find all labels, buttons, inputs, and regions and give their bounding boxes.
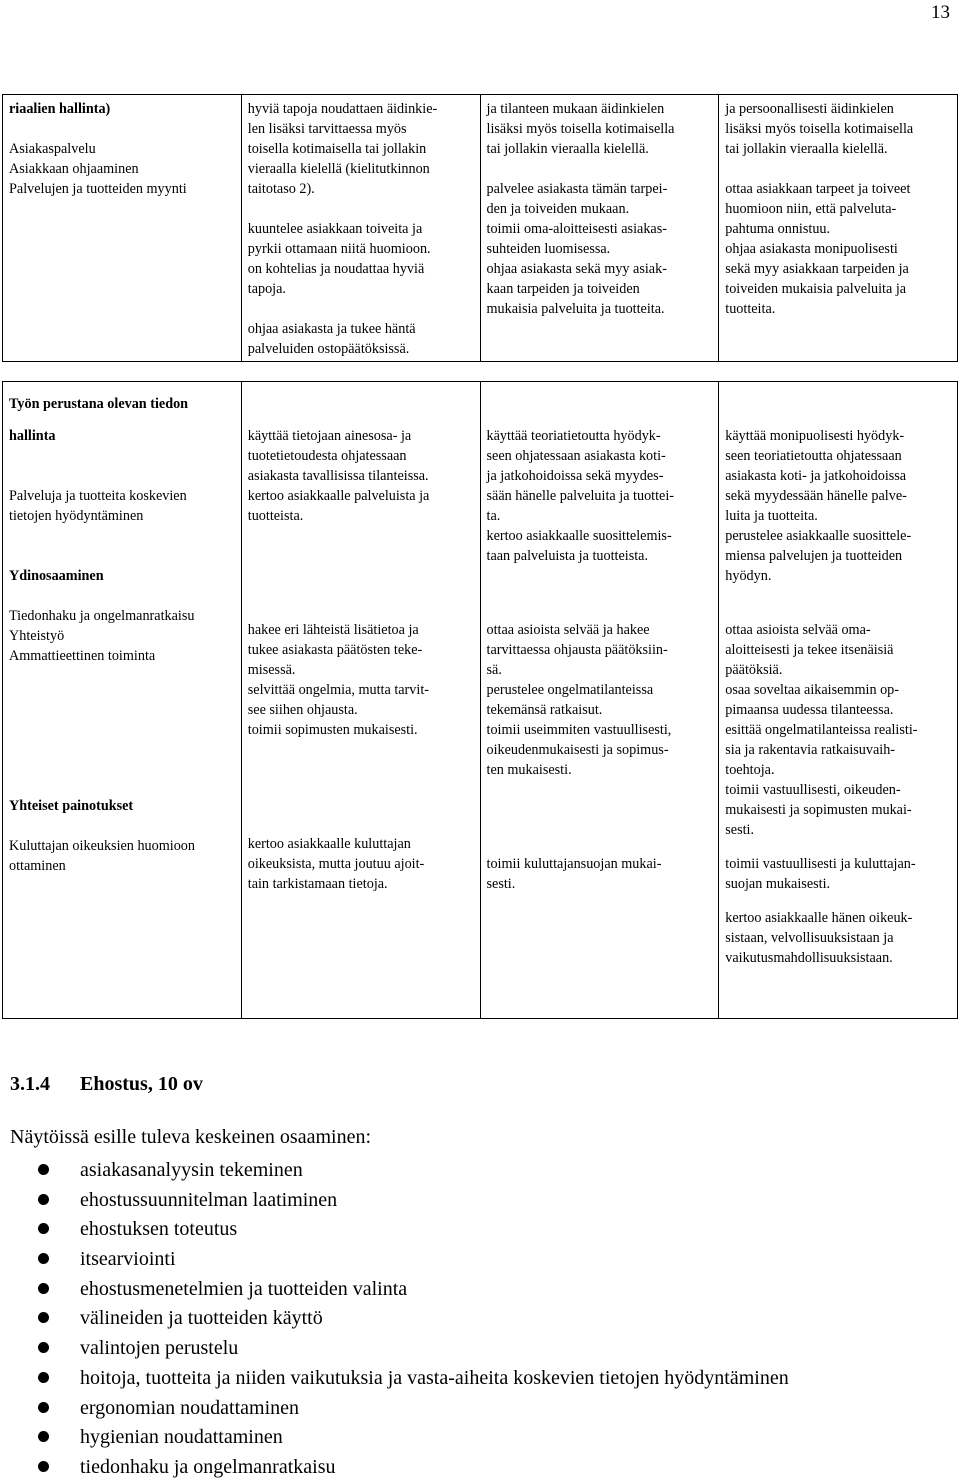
bullet-icon	[38, 1312, 49, 1323]
list-item	[0, 1216, 789, 1246]
spacer	[9, 526, 235, 566]
spacer	[9, 586, 235, 606]
spacer	[248, 299, 474, 319]
list-item: Tiedonhaku ja ongelmanratkaisu	[9, 608, 195, 624]
spacer	[487, 780, 713, 854]
text-line: ja jatkohoidoissa sekä myydes-	[486, 468, 664, 484]
section-heading	[10, 1073, 203, 1096]
text-line: pimaansa uudessa tilanteessa.	[725, 702, 894, 718]
text-line: kertoo asiakkaalle hänen oikeuk-	[725, 910, 913, 926]
list-item: Ammattieettinen toiminta	[9, 648, 156, 664]
text-line: taan palveluista ja tuotteista.	[486, 548, 649, 564]
spacer	[725, 159, 951, 179]
text-line: tai jollakin vieraalla kielellä.	[725, 141, 888, 157]
spacer	[248, 740, 474, 834]
text-line: toisella kotimaisella tai jollakin	[247, 141, 427, 157]
bullet-icon	[38, 1194, 49, 1205]
text-line: huomioon niin, että palveluta-	[725, 201, 897, 217]
criteria-table-bottom	[2, 381, 958, 1019]
list-item	[0, 1335, 789, 1365]
cell-title: riaalien hallinta)	[9, 101, 111, 117]
text-line: sesti.	[486, 876, 516, 892]
text-line: osaa soveltaa aikaisemmin op-	[725, 682, 899, 698]
text-line: asiakasta koti- ja jatkohoidoissa	[725, 468, 907, 484]
list-item: ottaminen	[9, 858, 66, 874]
text-line: aloitteisesti ja tekee itsenäisiä	[725, 642, 894, 658]
text-line: kertoo asiakkaalle kuluttajan	[247, 836, 411, 852]
list-item	[0, 1187, 789, 1217]
table-row	[3, 95, 958, 362]
table-cell	[719, 95, 958, 362]
text-line: on kohtelias ja noudattaa hyviä	[247, 261, 425, 277]
text-line: seen ohjatessaan asiakasta koti-	[486, 448, 666, 464]
cell-heading: Ydinosaaminen	[9, 568, 104, 584]
text-line: kertoo asiakkaalle palveluista ja	[247, 488, 430, 504]
text-line: len lisäksi tarvittaessa myös	[247, 121, 407, 137]
text-line: ta.	[486, 508, 501, 524]
text-line: misessä.	[247, 662, 296, 678]
text-line: toimii useimmiten vastuullisesti,	[486, 722, 672, 738]
list-item-label: ehostuksen toteutus	[80, 1218, 238, 1241]
list-item-label: asiakasanalyysin tekeminen	[80, 1159, 303, 1181]
list-item-label: hygienian noudattaminen	[80, 1426, 283, 1449]
cell-heading: hallinta	[9, 428, 56, 444]
text-line: käyttää tietojaan ainesosa- ja	[247, 428, 412, 444]
text-line: ja persoonallisesti äidinkielen	[725, 101, 894, 117]
spacer	[9, 446, 235, 486]
table-cell	[241, 382, 480, 1019]
table-cell	[719, 382, 958, 1019]
bullet-icon	[38, 1223, 49, 1234]
spacer	[725, 586, 951, 620]
list-item: Palveluja ja tuotteita koskevien	[9, 488, 187, 504]
text-line: asiakasta tavallisissa tilanteissa.	[247, 468, 429, 484]
text-line: toimii vastuullisesti ja kuluttajan-	[725, 856, 916, 872]
list-item	[0, 1395, 789, 1425]
text-line: suojan mukaisesti.	[725, 876, 831, 892]
text-line: taitotaso 2).	[247, 181, 315, 197]
criteria-table-top	[2, 94, 958, 362]
list-item: Kuluttajan oikeuksien huomioon	[9, 838, 195, 854]
text-line: luita ja tuotteita.	[725, 508, 818, 524]
page-number: 13	[931, 2, 950, 23]
text-line: den ja toiveiden mukaan.	[486, 201, 630, 217]
section-title: Ehostus, 10 ov	[80, 1073, 203, 1095]
text-line: hakee eri lähteistä lisätietoa ja	[247, 622, 419, 638]
text-line: toiveiden mukaisia palveluita ja	[725, 281, 907, 297]
text-line: oikeudenmukaisesti ja sopimus-	[486, 742, 669, 758]
spacer	[725, 840, 951, 854]
text-line: pyrkii ottamaan niitä huomioon.	[247, 241, 431, 257]
text-line: sä.	[486, 662, 502, 678]
text-line: palveluiden ostopäätöksissä.	[247, 341, 410, 357]
text-line: kuuntelee asiakkaan toiveita ja	[247, 221, 423, 237]
text-line: tuotteista.	[247, 508, 304, 524]
text-line: sään hänelle palveluita ja tuottei-	[486, 488, 675, 504]
text-line: vaikutusmahdollisuuksistaan.	[725, 950, 893, 966]
table-cell	[3, 382, 242, 1019]
text-line: ottaa asiakkaan tarpeet ja toiveet	[725, 181, 911, 197]
text-line: vieraalla kielellä (kielitutkinnon	[247, 161, 430, 177]
table-row	[3, 382, 958, 1019]
text-line: seen teoriatietoutta ohjatessaan	[725, 448, 902, 464]
list-item	[0, 1305, 789, 1335]
list-item	[0, 1276, 789, 1306]
list-item	[0, 1157, 789, 1187]
text-line: selvittää ongelmia, mutta tarvit-	[247, 682, 429, 698]
list-item	[0, 1365, 789, 1395]
list-item-label: ergonomian noudattaminen	[80, 1396, 300, 1419]
section-lead: Näytöissä esille tuleva keskeinen osaaminen:	[10, 1126, 372, 1148]
text-line: tain tarkistamaan tietoja.	[247, 876, 388, 892]
text-line: lisäksi myös toisella kotimaisella	[486, 121, 675, 137]
text-line: kaan tarpeiden ja toiveiden	[486, 281, 640, 297]
text-line: perustelee ongelmatilanteissa	[486, 682, 654, 698]
text-line: sistaan, velvollisuuksistaan ja	[725, 930, 894, 946]
spacer	[487, 159, 713, 179]
text-line: tekemänsä ratkaisut.	[486, 702, 603, 718]
text-line: toehtoja.	[725, 762, 775, 778]
list-item	[0, 1454, 789, 1484]
spacer	[9, 666, 235, 796]
list-item-label: valintojen perustelu	[80, 1337, 239, 1360]
list-item-label: ehostusmenetelmien ja tuotteiden valinta	[80, 1277, 408, 1300]
text-line: ottaa asioista selvää oma-	[725, 622, 871, 638]
list-item	[0, 1424, 789, 1454]
text-line: käyttää monipuolisesti hyödyk-	[725, 428, 905, 444]
bullet-icon	[38, 1431, 49, 1442]
text-line: tukee asiakasta päätösten teke-	[247, 642, 423, 658]
text-line: hyödyn.	[725, 568, 772, 584]
list-item: Asiakaspalvelu	[9, 141, 96, 157]
text-line: tarvittaessa ohjausta päätöksiin-	[486, 642, 668, 658]
list-item-label: välineiden ja tuotteiden käyttö	[80, 1307, 323, 1330]
list-item-label: tiedonhaku ja ongelmanratkaisu	[80, 1455, 336, 1478]
text-line: tuotetietoudesta ohjatessaan	[247, 448, 407, 464]
text-line: käyttää teoriatietoutta hyödyk-	[486, 428, 661, 444]
spacer	[9, 816, 235, 836]
bullet-icon	[38, 1372, 49, 1383]
spacer	[725, 894, 951, 908]
text-line: suhteiden luomisessa.	[486, 241, 611, 257]
list-item	[0, 1246, 789, 1276]
text-line: ohjaa asiakasta ja tukee häntä	[247, 321, 416, 337]
text-line: sekä myydessään hänelle palve-	[725, 488, 907, 504]
text-line: hyviä tapoja noudattaen äidinkie-	[247, 101, 438, 117]
text-line: tapoja.	[247, 281, 286, 297]
text-line: miensa palvelujen ja tuotteiden	[725, 548, 903, 564]
text-line: päätöksiä.	[725, 662, 783, 678]
text-line: see siihen ohjausta.	[247, 702, 358, 718]
text-line: toimii kuluttajansuojan mukai-	[486, 856, 662, 872]
bullet-icon	[38, 1461, 49, 1472]
list-item: Asiakkaan ohjaaminen	[9, 161, 139, 177]
text-line: tuotteita.	[725, 301, 776, 317]
spacer	[248, 526, 474, 620]
text-line: perustelee asiakkaalle suosittele-	[725, 528, 912, 544]
bullet-icon	[38, 1253, 49, 1264]
cell-heading: Yhteiset painotukset	[9, 798, 134, 814]
list-item: tietojen hyödyntäminen	[9, 508, 144, 524]
competence-list	[0, 1157, 789, 1484]
text-line: oikeuksista, mutta joutuu ajoit-	[247, 856, 425, 872]
text-line: toimii oma-aloitteisesti asiakas-	[486, 221, 667, 237]
bullet-icon	[38, 1342, 49, 1353]
text-line: ohjaa asiakasta sekä myy asiak-	[486, 261, 667, 277]
text-line: ten mukaisesti.	[486, 762, 572, 778]
spacer	[9, 119, 235, 139]
bullet-icon	[38, 1164, 49, 1175]
text-line: ohjaa asiakasta monipuolisesti	[725, 241, 898, 257]
text-line: mukaisia palveluita ja tuotteita.	[486, 301, 665, 317]
table-cell	[480, 95, 719, 362]
text-line: pahtuma onnistuu.	[725, 221, 831, 237]
text-line: ja tilanteen mukaan äidinkielen	[486, 101, 665, 117]
text-line: lisäksi myös toisella kotimaisella	[725, 121, 914, 137]
section-number: 3.1.4	[10, 1073, 50, 1095]
table-cell	[3, 95, 242, 362]
text-line: palvelee asiakasta tämän tarpei-	[486, 181, 668, 197]
list-item: Palvelujen ja tuotteiden myynti	[9, 181, 187, 197]
spacer	[487, 566, 713, 620]
table-cell	[241, 95, 480, 362]
list-item-label: itsearviointi	[80, 1248, 176, 1271]
text-line: esittää ongelmatilanteissa realisti-	[725, 722, 918, 738]
text-line: ottaa asioista selvää ja hakee	[486, 622, 650, 638]
text-line: toimii vastuullisesti, oikeuden-	[725, 782, 901, 798]
text-line: mukaisesti ja sopimusten mukai-	[725, 802, 912, 818]
list-item-label: ehostussuunnitelman laatiminen	[80, 1188, 338, 1211]
cell-heading: Työn perustana olevan tiedon	[9, 396, 189, 412]
text-line: kertoo asiakkaalle suosittelemis-	[486, 528, 672, 544]
text-line: sia ja rakentavia ratkaisuvaih-	[725, 742, 896, 758]
table-cell	[480, 382, 719, 1019]
bullet-icon	[38, 1402, 49, 1413]
list-item: Yhteistyö	[9, 628, 65, 644]
list-item-label: hoitoja, tuotteita ja niiden vaikutuksia ja vasta-aiheita koskevien tietojen hyödyntäminen	[80, 1366, 789, 1389]
spacer	[248, 199, 474, 219]
bullet-icon	[38, 1283, 49, 1294]
text-line: toimii sopimusten mukaisesti.	[247, 722, 418, 738]
text-line: sesti.	[725, 822, 755, 838]
text-line: tai jollakin vieraalla kielellä.	[486, 141, 649, 157]
text-line: sekä myy asiakkaan tarpeiden ja	[725, 261, 909, 277]
